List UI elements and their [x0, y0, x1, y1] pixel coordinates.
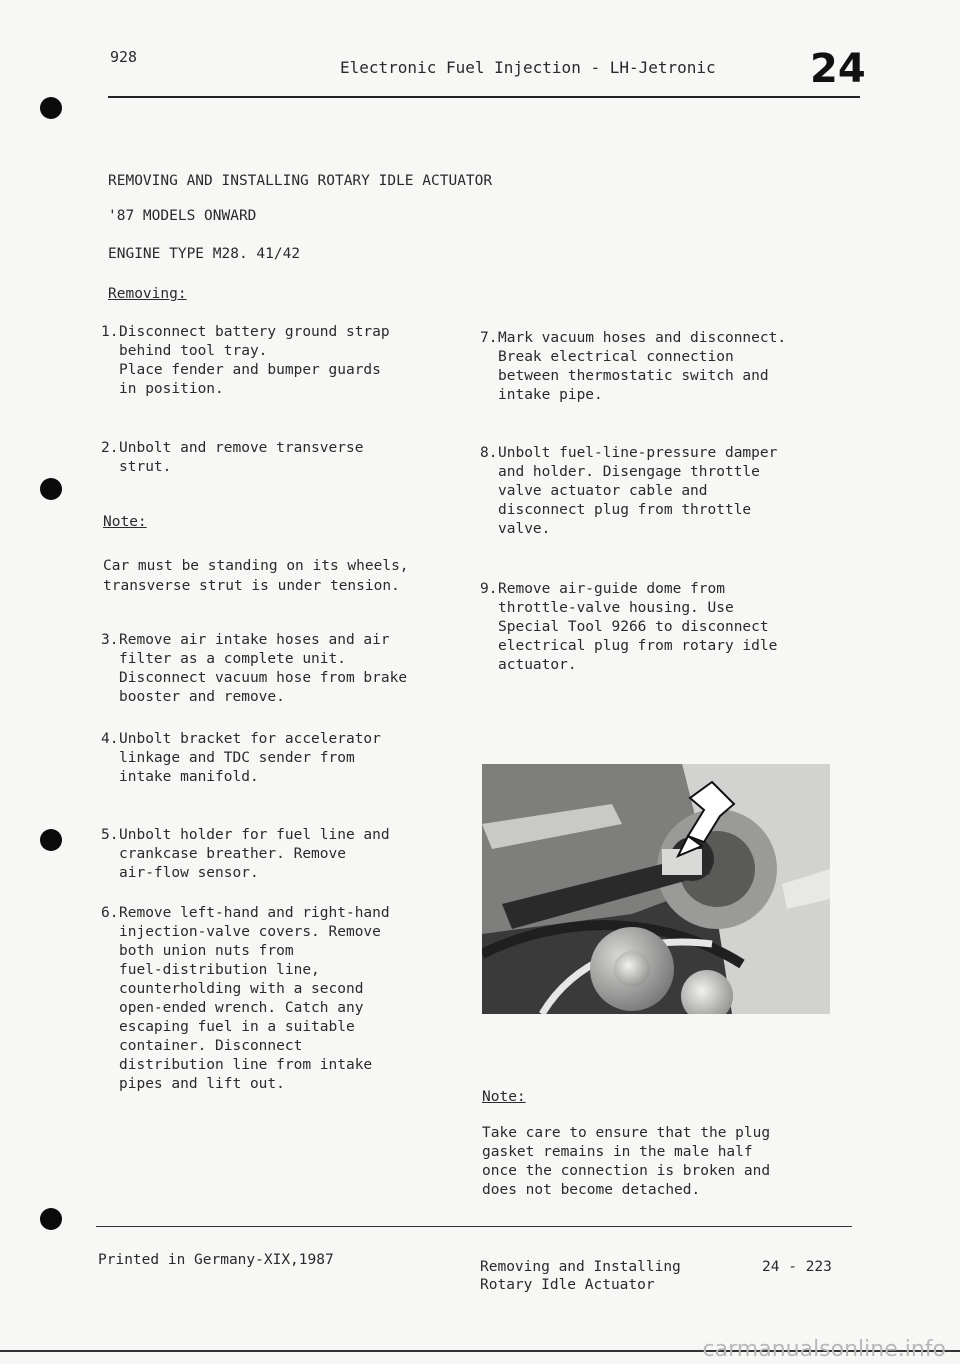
step-text: Disconnect battery ground strap behind tool tray. Place fender and bumper guards in position.	[119, 324, 390, 397]
note-body: Take care to ensure that the plug gasket remains in the male half once the connection is broken and does not become detached.	[482, 1125, 771, 1198]
binder-hole	[40, 97, 62, 119]
step-text: Remove air-guide dome from throttle-valve housing. Use Special Tool 9266 to disconnect electrical plug from rotary idle actuator.	[498, 581, 778, 673]
header-model: 928	[110, 48, 138, 66]
step-1	[101, 323, 390, 399]
step-text: Remove left-hand and right-hand injection-valve covers. Remove both union nuts from fuel-distribution line, counterholding with a second open-ended wrench. Catch any escaping fuel in a suitable container. Disconnect distribution line from intake pipes and lift out.	[119, 905, 390, 1092]
binder-hole	[40, 1208, 62, 1230]
step-number: 5.	[101, 827, 119, 843]
step-number: 8.	[480, 445, 498, 461]
step-text: Unbolt holder for fuel line and crankcase breather. Remove air-flow sensor.	[119, 827, 390, 881]
models-line: '87 MODELS ONWARD	[108, 208, 257, 224]
step-3	[101, 631, 407, 707]
step-text: Mark vacuum hoses and disconnect. Break electrical connection between thermostatic switch and intake pipe.	[498, 330, 787, 403]
step-2	[101, 439, 363, 477]
step-number: 9.	[480, 581, 498, 597]
step-number: 4.	[101, 731, 119, 747]
step-number: 7.	[480, 330, 498, 346]
page-number: 24 - 223	[762, 1259, 832, 1275]
step-9	[480, 580, 777, 675]
chapter-number: 24	[810, 46, 866, 92]
note-label: Note:	[103, 514, 147, 530]
header-rule	[108, 96, 860, 98]
step-number: 6.	[101, 905, 119, 921]
document-heading: REMOVING AND INSTALLING ROTARY IDLE ACTUATOR	[108, 173, 493, 189]
step-6	[101, 904, 390, 1094]
section-label: Removing:	[108, 286, 187, 302]
step-8	[480, 444, 777, 539]
footer-printed: Printed in Germany-XIX,1987	[98, 1252, 334, 1268]
step-text: Unbolt fuel-line-pressure damper and holder. Disengage throttle valve actuator cable and disconnect plug from throttle valve.	[498, 445, 778, 537]
step-text: Unbolt bracket for accelerator linkage and TDC sender from intake manifold.	[119, 731, 381, 785]
step-7	[480, 329, 786, 405]
step-text: Remove air intake hoses and air filter as a complete unit. Disconnect vacuum hose from brake booster and remove.	[119, 632, 408, 705]
watermark: carmanualsonline.info	[702, 1337, 946, 1362]
step-number: 2.	[101, 440, 119, 456]
binder-hole	[40, 478, 62, 500]
engine-photo	[482, 764, 830, 1014]
step-4	[101, 730, 381, 787]
note-label: Note:	[482, 1089, 526, 1105]
note-text	[482, 1124, 770, 1200]
binder-hole	[40, 829, 62, 851]
step-number: 1.	[101, 324, 119, 340]
step-number: 3.	[101, 632, 119, 648]
footer-topic: Removing and Installing Rotary Idle Actuator	[480, 1259, 681, 1293]
step-5	[101, 826, 390, 883]
note-text: Car must be standing on its wheels, transverse strut is under tension.	[103, 558, 409, 594]
engine-line: ENGINE TYPE M28. 41/42	[108, 246, 301, 262]
header-title: Electronic Fuel Injection - LH-Jetronic	[340, 58, 716, 77]
step-text: Unbolt and remove transverse strut.	[119, 440, 364, 475]
footer-rule	[96, 1226, 852, 1227]
